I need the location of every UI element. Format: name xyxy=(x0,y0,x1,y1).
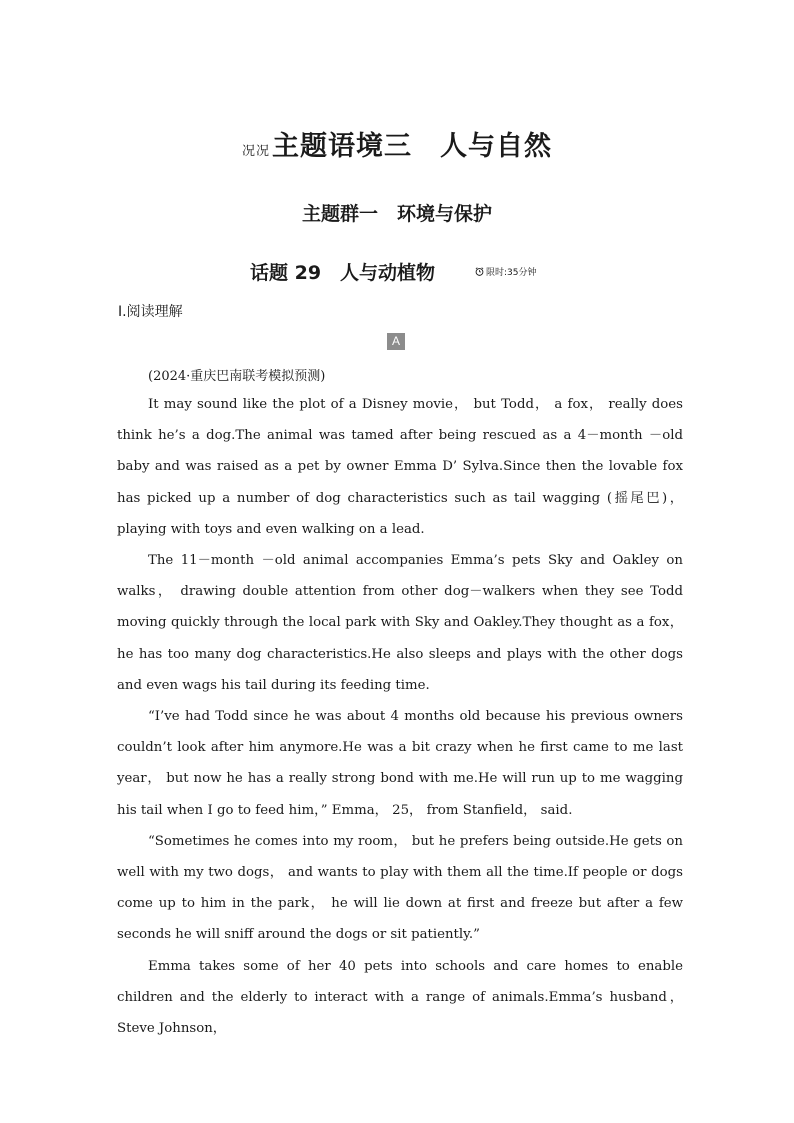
clock-icon xyxy=(475,267,484,276)
paragraph: “Sometimes he comes into my room， but he prefers being outside.He gets on well with my two dogs， and wants to play with them all the time.If people or dogs come up to him in the park， he will lie down at first and freeze but after a few seconds he will sniff around the dogs or sit patiently.” xyxy=(117,833,683,943)
section-heading: Ⅰ.阅读理解 xyxy=(118,304,183,320)
theme-group-title: 主题群一 环境与保护 xyxy=(301,203,492,225)
passage-source: (2024·重庆巴南联考模拟预测) xyxy=(148,369,326,384)
paragraph: Emma takes some of her 40 pets into schools and care homes to enable children and the elderly to interact with a range of animals.Emma’s husband， Steve Johnson， xyxy=(117,958,683,1037)
title-text: 主题语境三 人与自然 xyxy=(272,131,552,162)
paragraph: It may sound like the plot of a Disney movie， but Todd， a fox， really does think he’s a dog.The animal was tamed after being rescued as a 4－month －old baby and was raised as a pet by owner Emma D’ Sylva.Since then the lovable fox has picked up a number of dog characteristics such as tail wagging (摇尾巴)， playing with toys and even walking on a lead. xyxy=(117,397,683,537)
page-title xyxy=(0,124,794,163)
topic-title: 话题 29 人与动植物 xyxy=(250,262,436,284)
paragraph: “I’ve had Todd since he was about 4 months old because his previous owners couldn’t look after him anymore.He was a bit crazy when he first came to me last year， but now he has a really strong bond with me.He will run up to me wagging his tail when I go to feed him，” Emma， 25， from Stanfield， said. xyxy=(117,709,683,818)
paragraph: The 11－month －old animal accompanies Emma’s pets Sky and Oakley on walks， drawing double attention from other dog－walkers when they see Todd moving quickly through the local park with Sky and Oakley.They thought as a fox， he has too many dog characteristics.He also sleeps and plays with the other dogs and even wags his tail during its feeding time. xyxy=(117,553,683,693)
passage-badge: A xyxy=(387,333,405,350)
title-prefix: 况况 xyxy=(241,144,270,159)
passage-body xyxy=(117,389,683,1044)
time-limit xyxy=(475,265,537,278)
time-limit-text: 限时:35分钟 xyxy=(486,268,537,278)
